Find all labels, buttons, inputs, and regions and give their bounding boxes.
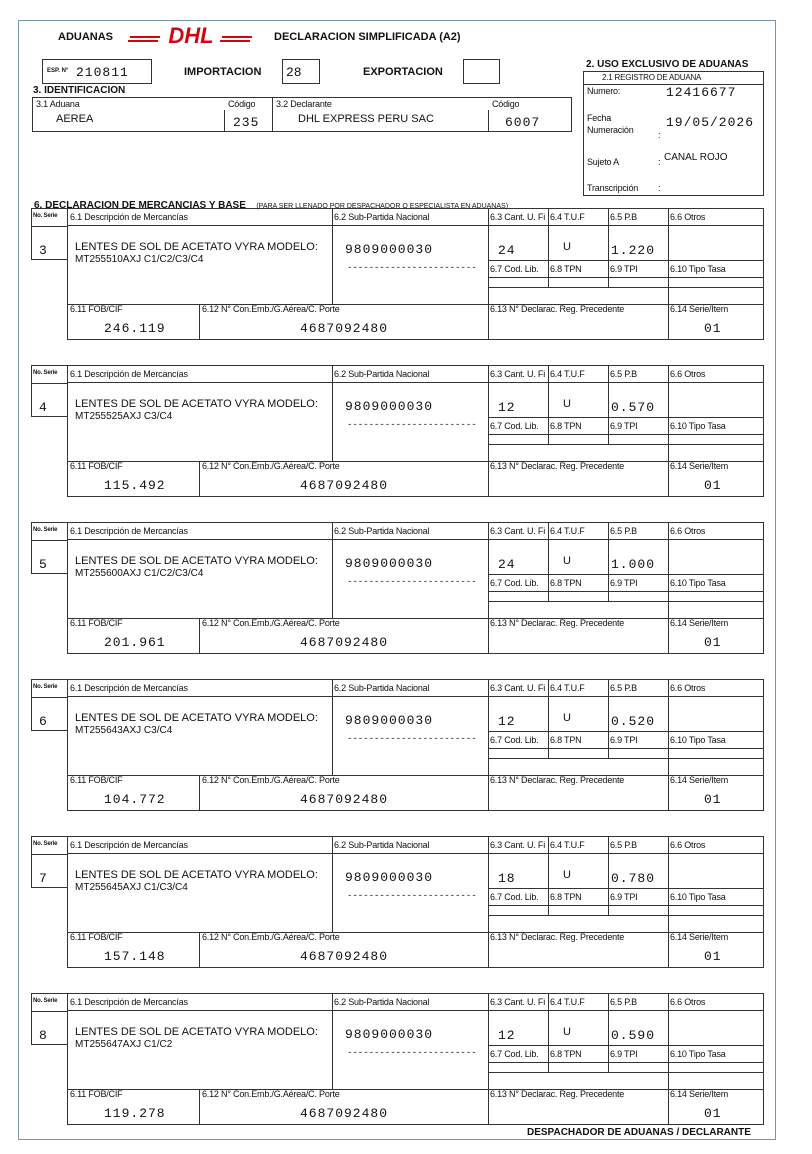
fecha-label-2: Numeración [587,125,634,135]
descripcion-line-2: MT255645AXJ C1/C3/C4 [75,882,188,893]
subpartida-label: 6.2 Sub-Partida Nacional [334,212,430,222]
transcripcion-colon: : [658,183,661,193]
fob-label: 6.11 FOB/CIF [70,618,123,628]
tuf-value: U [563,869,571,881]
descripcion-line-2: MT255510AXJ C1/C2/C3/C4 [75,254,204,265]
sujeto-label: Sujeto A [587,157,619,167]
signature-label: DESPACHADOR DE ADUANAS / DECLARANTE [527,1127,751,1138]
item-block [0,679,812,814]
serie-label: No. Serie [33,684,58,690]
importacion-field[interactable] [282,59,320,84]
otros-label: 6.6 Otros [670,840,706,850]
descripcion-label: 6.1 Descripción de Mercancías [70,840,188,850]
tpn-label: 6.8 TPN [550,264,582,274]
registro-label: 2.1 REGISTRO DE ADUANA [602,73,702,82]
subpartida-dashes: ------------------------ [347,1048,477,1058]
tpn-label: 6.8 TPN [550,578,582,588]
subpartida-dashes: ------------------------ [347,420,477,430]
item-table [67,365,764,497]
fob-value: 119.278 [104,1106,166,1121]
cant-label: 6.3 Cant. U. Fi [490,997,546,1007]
tuf-value: U [563,1026,571,1038]
declarante-codigo-value: 6007 [505,115,541,130]
aduana-value: AEREA [56,113,94,125]
subpartida-value: 9809000030 [345,399,434,414]
item-table [67,993,764,1125]
serieitem-value: 01 [704,478,722,493]
subpartida-dashes: ------------------------ [347,577,477,587]
serieitem-value: 01 [704,792,722,807]
item-table [67,679,764,811]
uso-exclusivo-title: 2. USO EXCLUSIVO DE ADUANAS [586,59,749,70]
serie-label: No. Serie [33,370,58,376]
sujeto-value: CANAL ROJO [664,152,728,163]
descripcion-label: 6.1 Descripción de Mercancías [70,526,188,536]
serieitem-value: 01 [704,635,722,650]
fob-label: 6.11 FOB/CIF [70,461,123,471]
descripcion-line-1: LENTES DE SOL DE ACETATO VYRA MODELO: [75,712,318,724]
tuf-value: U [563,398,571,410]
mercancias-title: 6. DECLARACION DE MERCANCIAS Y BASE [34,200,246,211]
serie-value: 5 [39,557,48,572]
cant-value: 24 [498,557,516,572]
serie-label: No. Serie [33,998,58,1004]
tipotasa-label: 6.10 Tipo Tasa [670,421,726,431]
cant-value: 12 [498,400,516,415]
tipotasa-label: 6.10 Tipo Tasa [670,735,726,745]
transcripcion-label: Transcripción [587,183,639,193]
cant-label: 6.3 Cant. U. Fi [490,840,546,850]
declarante-codigo-label: Código [492,99,520,109]
serie-value: 6 [39,714,48,729]
subpartida-dashes: ------------------------ [347,891,477,901]
subpartida-dashes: ------------------------ [347,734,477,744]
item-table [67,836,764,968]
tuf-label: 6.4 T.U.F [550,212,585,222]
serieitem-label: 6.14 Serie/Item [670,1089,729,1099]
subpartida-label: 6.2 Sub-Partida Nacional [334,683,430,693]
otros-label: 6.6 Otros [670,369,706,379]
serieitem-label: 6.14 Serie/Item [670,618,729,628]
aduana-label: 3.1 Aduana [36,99,80,109]
serieitem-label: 6.14 Serie/Item [670,304,729,314]
fecha-label-1: Fecha [587,113,612,123]
tipotasa-label: 6.10 Tipo Tasa [670,578,726,588]
pb-value: 0.590 [611,1028,656,1043]
dhl-logo-text: DHL [168,24,214,46]
declarac-label: 6.13 N° Declarac. Reg. Precedente [490,304,625,314]
cant-value: 12 [498,1028,516,1043]
cant-label: 6.3 Cant. U. Fi [490,212,546,222]
tpi-label: 6.9 TPI [610,1049,638,1059]
fob-label: 6.11 FOB/CIF [70,304,123,314]
pb-value: 0.780 [611,871,656,886]
codlib-label: 6.7 Cod. Lib. [490,892,539,902]
pb-value: 0.520 [611,714,656,729]
serieitem-label: 6.14 Serie/Item [670,932,729,942]
subpartida-dashes: ------------------------ [347,263,477,273]
descripcion-label: 6.1 Descripción de Mercancías [70,683,188,693]
subpartida-label: 6.2 Sub-Partida Nacional [334,526,430,536]
tpn-label: 6.8 TPN [550,1049,582,1059]
tuf-value: U [563,712,571,724]
otros-label: 6.6 Otros [670,526,706,536]
descripcion-line-2: MT255525AXJ C3/C4 [75,411,173,422]
descripcion-label: 6.1 Descripción de Mercancías [70,212,188,222]
tpn-label: 6.8 TPN [550,892,582,902]
fob-label: 6.11 FOB/CIF [70,932,123,942]
porte-value: 4687092480 [300,792,389,807]
codlib-label: 6.7 Cod. Lib. [490,421,539,431]
item-block [0,365,812,500]
serie-label: No. Serie [33,213,58,219]
identificacion-title: 3. IDENTIFICACION [33,85,126,96]
cant-value: 18 [498,871,516,886]
fob-value: 115.492 [104,478,166,493]
tpn-label: 6.8 TPN [550,421,582,431]
otros-label: 6.6 Otros [670,212,706,222]
item-block [0,522,812,657]
descripcion-line-2: MT255647AXJ C1/C2 [75,1039,173,1050]
subpartida-value: 9809000030 [345,556,434,571]
serie-label: No. Serie [33,527,58,533]
esp-field[interactable] [42,59,152,84]
serie-value: 3 [39,243,48,258]
aduana-codigo-value: 235 [233,115,260,130]
subpartida-value: 9809000030 [345,1027,434,1042]
item-table [67,522,764,654]
tpi-label: 6.9 TPI [610,578,638,588]
porte-label: 6.12 N° Con.Emb./G.Aérea/C. Porte [202,461,340,471]
subpartida-label: 6.2 Sub-Partida Nacional [334,369,430,379]
pb-label: 6.5 P.B [610,997,637,1007]
fecha-value: 19/05/2026 [666,115,755,130]
mercancias-subtitle: (PARA SER LLENADO POR DESPACHADOR O ESPECIALISTA EN ADUANAS) [256,203,509,210]
subpartida-value: 9809000030 [345,870,434,885]
descripcion-line-1: LENTES DE SOL DE ACETATO VYRA MODELO: [75,1026,318,1038]
declarante-label: 3.2 Declarante [276,99,332,109]
serieitem-label: 6.14 Serie/Item [670,461,729,471]
subpartida-value: 9809000030 [345,242,434,257]
codlib-label: 6.7 Cod. Lib. [490,264,539,274]
descripcion-label: 6.1 Descripción de Mercancías [70,997,188,1007]
pb-value: 1.000 [611,557,656,572]
tuf-label: 6.4 T.U.F [550,683,585,693]
descripcion-line-1: LENTES DE SOL DE ACETATO VYRA MODELO: [75,241,318,253]
porte-label: 6.12 N° Con.Emb./G.Aérea/C. Porte [202,1089,340,1099]
item-block [0,836,812,971]
serie-value: 8 [39,1028,48,1043]
declarante-value: DHL EXPRESS PERU SAC [298,113,434,125]
descripcion-line-1: LENTES DE SOL DE ACETATO VYRA MODELO: [75,555,318,567]
item-block [0,993,812,1128]
cant-label: 6.3 Cant. U. Fi [490,526,546,536]
porte-value: 4687092480 [300,478,389,493]
porte-label: 6.12 N° Con.Emb./G.Aérea/C. Porte [202,618,340,628]
aduanas-label: ADUANAS [58,31,113,43]
pb-label: 6.5 P.B [610,840,637,850]
codlib-label: 6.7 Cod. Lib. [490,735,539,745]
tuf-value: U [563,241,571,253]
pb-value: 1.220 [611,243,656,258]
tuf-value: U [563,555,571,567]
fob-value: 157.148 [104,949,166,964]
serie-value: 7 [39,871,48,886]
esp-value: 210811 [76,65,129,80]
importacion-label: IMPORTACION [184,66,262,78]
tipotasa-label: 6.10 Tipo Tasa [670,892,726,902]
codlib-label: 6.7 Cod. Lib. [490,578,539,588]
subpartida-label: 6.2 Sub-Partida Nacional [334,997,430,1007]
tpi-label: 6.9 TPI [610,264,638,274]
tpi-label: 6.9 TPI [610,735,638,745]
otros-label: 6.6 Otros [670,997,706,1007]
cant-label: 6.3 Cant. U. Fi [490,369,546,379]
declarac-label: 6.13 N° Declarac. Reg. Precedente [490,461,625,471]
item-block [0,208,812,343]
cant-value: 24 [498,243,516,258]
fecha-colon: : [658,130,661,140]
serieitem-value: 01 [704,321,722,336]
descripcion-line-2: MT255600AXJ C1/C2/C3/C4 [75,568,204,579]
porte-label: 6.12 N° Con.Emb./G.Aérea/C. Porte [202,304,340,314]
codlib-label: 6.7 Cod. Lib. [490,1049,539,1059]
pb-label: 6.5 P.B [610,212,637,222]
subpartida-value: 9809000030 [345,713,434,728]
fob-label: 6.11 FOB/CIF [70,775,123,785]
porte-value: 4687092480 [300,321,389,336]
numero-label: Numero: [587,86,621,96]
serie-value: 4 [39,400,48,415]
fob-value: 201.961 [104,635,166,650]
porte-value: 4687092480 [300,949,389,964]
tuf-label: 6.4 T.U.F [550,526,585,536]
tipotasa-label: 6.10 Tipo Tasa [670,1049,726,1059]
porte-value: 4687092480 [300,1106,389,1121]
porte-label: 6.12 N° Con.Emb./G.Aérea/C. Porte [202,932,340,942]
subpartida-label: 6.2 Sub-Partida Nacional [334,840,430,850]
serie-label: No. Serie [33,841,58,847]
pb-label: 6.5 P.B [610,683,637,693]
porte-label: 6.12 N° Con.Emb./G.Aérea/C. Porte [202,775,340,785]
tipotasa-label: 6.10 Tipo Tasa [670,264,726,274]
declarac-label: 6.13 N° Declarac. Reg. Precedente [490,618,625,628]
tpi-label: 6.9 TPI [610,421,638,431]
tpi-label: 6.9 TPI [610,892,638,902]
descripcion-line-1: LENTES DE SOL DE ACETATO VYRA MODELO: [75,398,318,410]
declarac-label: 6.13 N° Declarac. Reg. Precedente [490,1089,625,1099]
cant-label: 6.3 Cant. U. Fi [490,683,546,693]
pb-value: 0.570 [611,400,656,415]
declarac-label: 6.13 N° Declarac. Reg. Precedente [490,932,625,942]
descripcion-line-1: LENTES DE SOL DE ACETATO VYRA MODELO: [75,869,318,881]
numero-value: 12416677 [666,85,737,100]
serieitem-value: 01 [704,1106,722,1121]
fob-value: 246.119 [104,321,166,336]
fob-label: 6.11 FOB/CIF [70,1089,123,1099]
pb-label: 6.5 P.B [610,369,637,379]
tpn-label: 6.8 TPN [550,735,582,745]
descripcion-label: 6.1 Descripción de Mercancías [70,369,188,379]
porte-value: 4687092480 [300,635,389,650]
item-table [67,208,764,340]
declarac-label: 6.13 N° Declarac. Reg. Precedente [490,775,625,785]
exportacion-label: EXPORTACION [363,66,443,78]
descripcion-line-2: MT255643AXJ C3/C4 [75,725,173,736]
exportacion-field[interactable] [463,59,500,84]
form-title: DECLARACION SIMPLIFICADA (A2) [274,31,461,43]
dhl-logo [128,24,254,46]
serieitem-value: 01 [704,949,722,964]
cant-value: 12 [498,714,516,729]
tuf-label: 6.4 T.U.F [550,997,585,1007]
aduana-codigo-label: Código [228,99,256,109]
tuf-label: 6.4 T.U.F [550,369,585,379]
importacion-value: 28 [286,65,302,80]
serieitem-label: 6.14 Serie/Item [670,775,729,785]
pb-label: 6.5 P.B [610,526,637,536]
fob-value: 104.772 [104,792,166,807]
sujeto-colon: : [658,157,661,167]
tuf-label: 6.4 T.U.F [550,840,585,850]
otros-label: 6.6 Otros [670,683,706,693]
esp-label: ESP. N° [47,68,69,74]
